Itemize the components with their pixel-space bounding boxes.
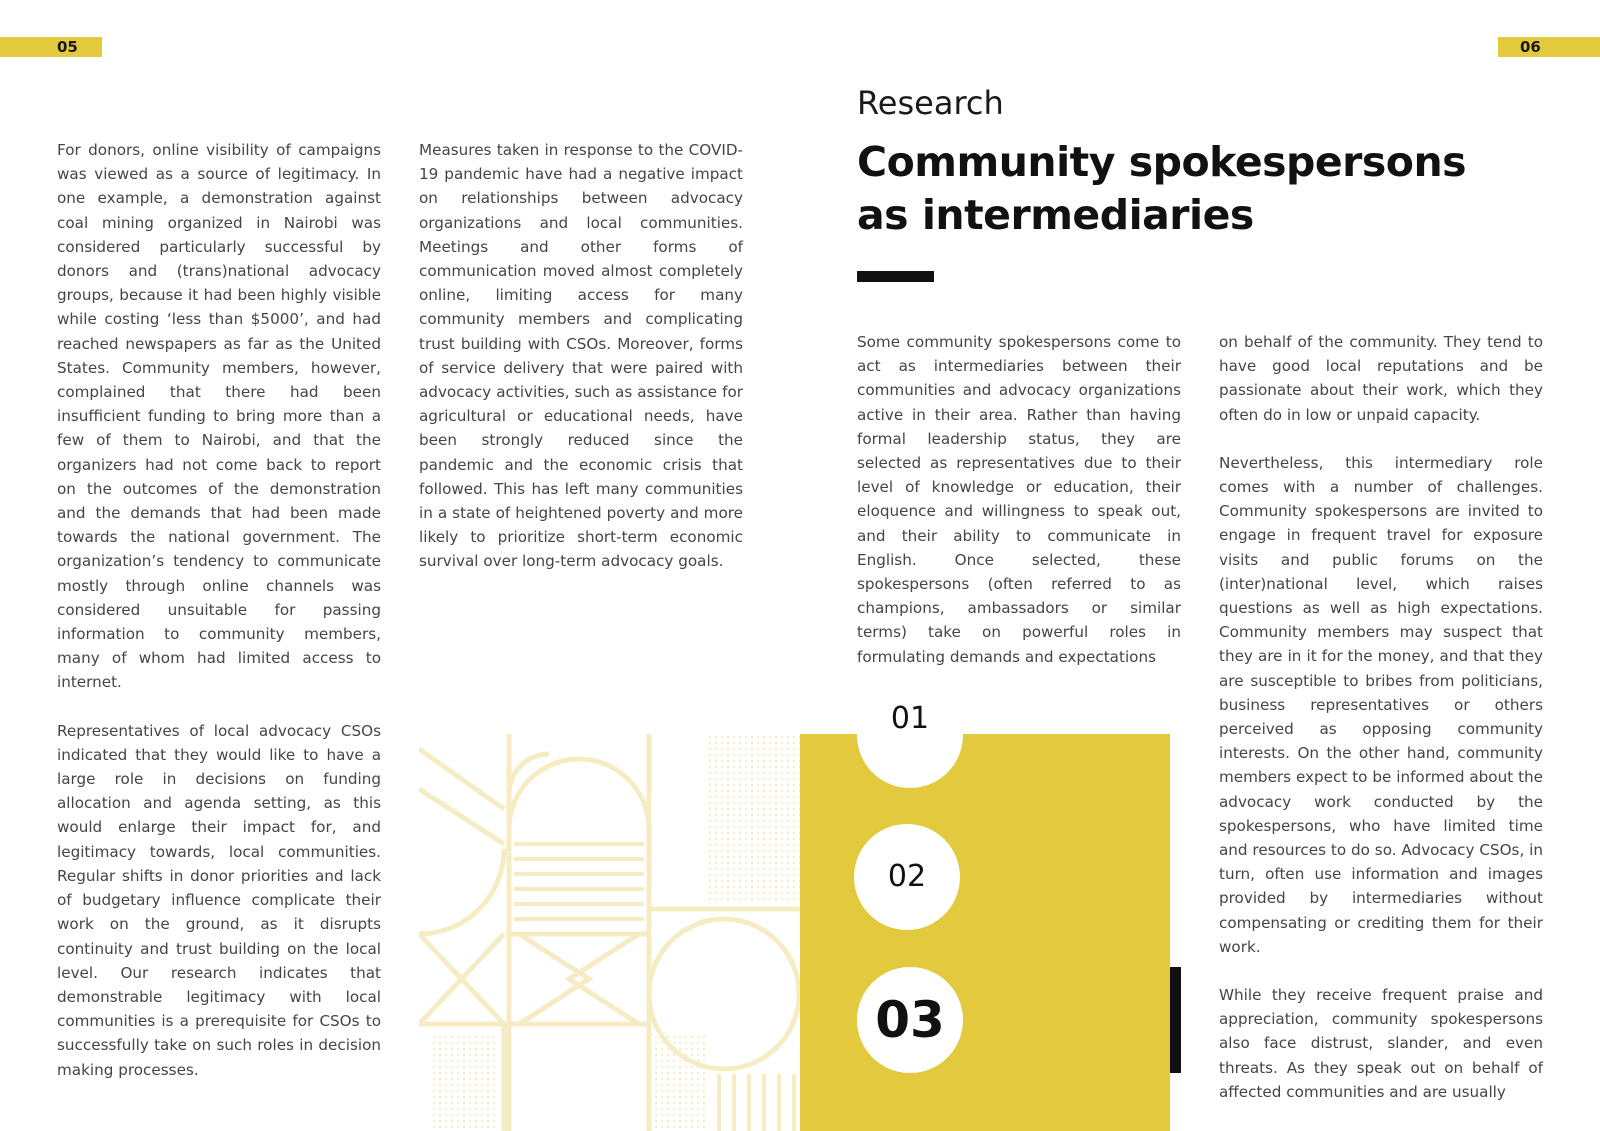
step-number: 01 (890, 701, 930, 736)
step-circle-01 (857, 682, 963, 788)
step-number: 02 (887, 859, 927, 894)
paragraph: Nevertheless, this intermediary role comes with a number of challenges. Community spokespersons are invited to engage in frequent travel for exposure visits and public forums on the (inter)national level, which raises questions as well as high expectations. Community members may suspect that they are in it for the money, and that they are susceptible to bribes from politicians, business representatives or others perceived as opposing community interests. On the other hand, community members expect to be informed about the advocacy work conducted by the spokespersons, who have limited time and resources to do so. Advocacy CSOs, in turn, often use information and images provided by intermediaries without compensating or crediting them for their work. (1219, 453, 1543, 956)
step-circle-02 (854, 824, 960, 930)
paragraph: Measures taken in response to the COVID-19 pandemic have had a negative impact on relationships between advocacy organizations and local communities. Meetings and other forms of communication moved almost completely online, limiting access for many community members and complicating trust building with CSOs. Moreover, forms of service delivery that were paired with advocacy activities, such as assistance for agricultural or educational needs, have been strongly reduced since the pandemic and the economic crisis that followed. This has left many communities in a state of heightened poverty and more likely to prioritize short-term economic survival over long-term advocacy goals. (419, 141, 743, 571)
paragraph: Representatives of local advocacy CSOs indicated that they would like to have a large role in decisions on funding allocation and agenda setting, as this would enlarge their impact for, and legitimacy towards, local communities. Regular shifts in donor priorities and lack of budgetary influence complicate their work on the ground, as it disrupts continuity and trust building on the local level. Our research indicates that demonstrable legitimacy with local communities is a prerequisite for CSOs to successfully take on such roles in decision making processes. (57, 721, 381, 1079)
decorative-geometric-pattern (419, 734, 800, 1131)
accent-bar (1170, 967, 1181, 1073)
text-column-3 (857, 330, 1181, 693)
heading-rule (857, 271, 934, 282)
section-label: Research (857, 84, 1004, 122)
text-column-2 (419, 138, 743, 598)
text-column-1 (57, 138, 381, 1106)
paragraph: For donors, online visibility of campaigns was viewed as a source of legitimacy. In one example, a demonstration against coal mining organized in Nairobi was considered particularly successful by donors and (trans)national advocacy groups, because it had been highly visible while costing ‘less than $5000’, and had reached newspapers as far as the United States. Community members, however, complained that there had been insufficient funding to bring more than a few of them to Nairobi, and that the organizers had not come back to report on the outcomes of the demonstration and the demands that had been made towards the national government. The organization’s tendency to communicate mostly through online channels was considered unsuitable for passing information to community members, many of whom had limited access to internet. (57, 141, 381, 692)
step-circle-03 (857, 967, 963, 1073)
page-number-left: 05 (0, 37, 102, 57)
text-column-4 (1219, 330, 1543, 1128)
page-number-right: 06 (1498, 37, 1600, 57)
paragraph: Some community spokespersons come to act as intermediaries between their communities and advocacy organizations active in their area. Rather than having formal leadership status, they are selected as representatives due to their level of knowledge or education, their eloquence and willingness to speak out, and their ability to communicate in English. Once selected, these spokespersons (often referred to as champions, ambassadors or similar terms) take on powerful roles in formulating demands and expectations (857, 333, 1181, 666)
paragraph: on behalf of the community. They tend to have good local reputations and be passionate about their work, which they often do in low or unpaid capacity. (1219, 333, 1543, 424)
steps-panel (800, 734, 1170, 1131)
step-number: 03 (875, 991, 945, 1049)
paragraph: While they receive frequent praise and appreciation, community spokespersons also face distrust, slander, and even threats. As they speak out on behalf of affected communities and are usually (1219, 986, 1543, 1101)
page-heading: Community spokespersons as intermediaries (857, 138, 1467, 239)
